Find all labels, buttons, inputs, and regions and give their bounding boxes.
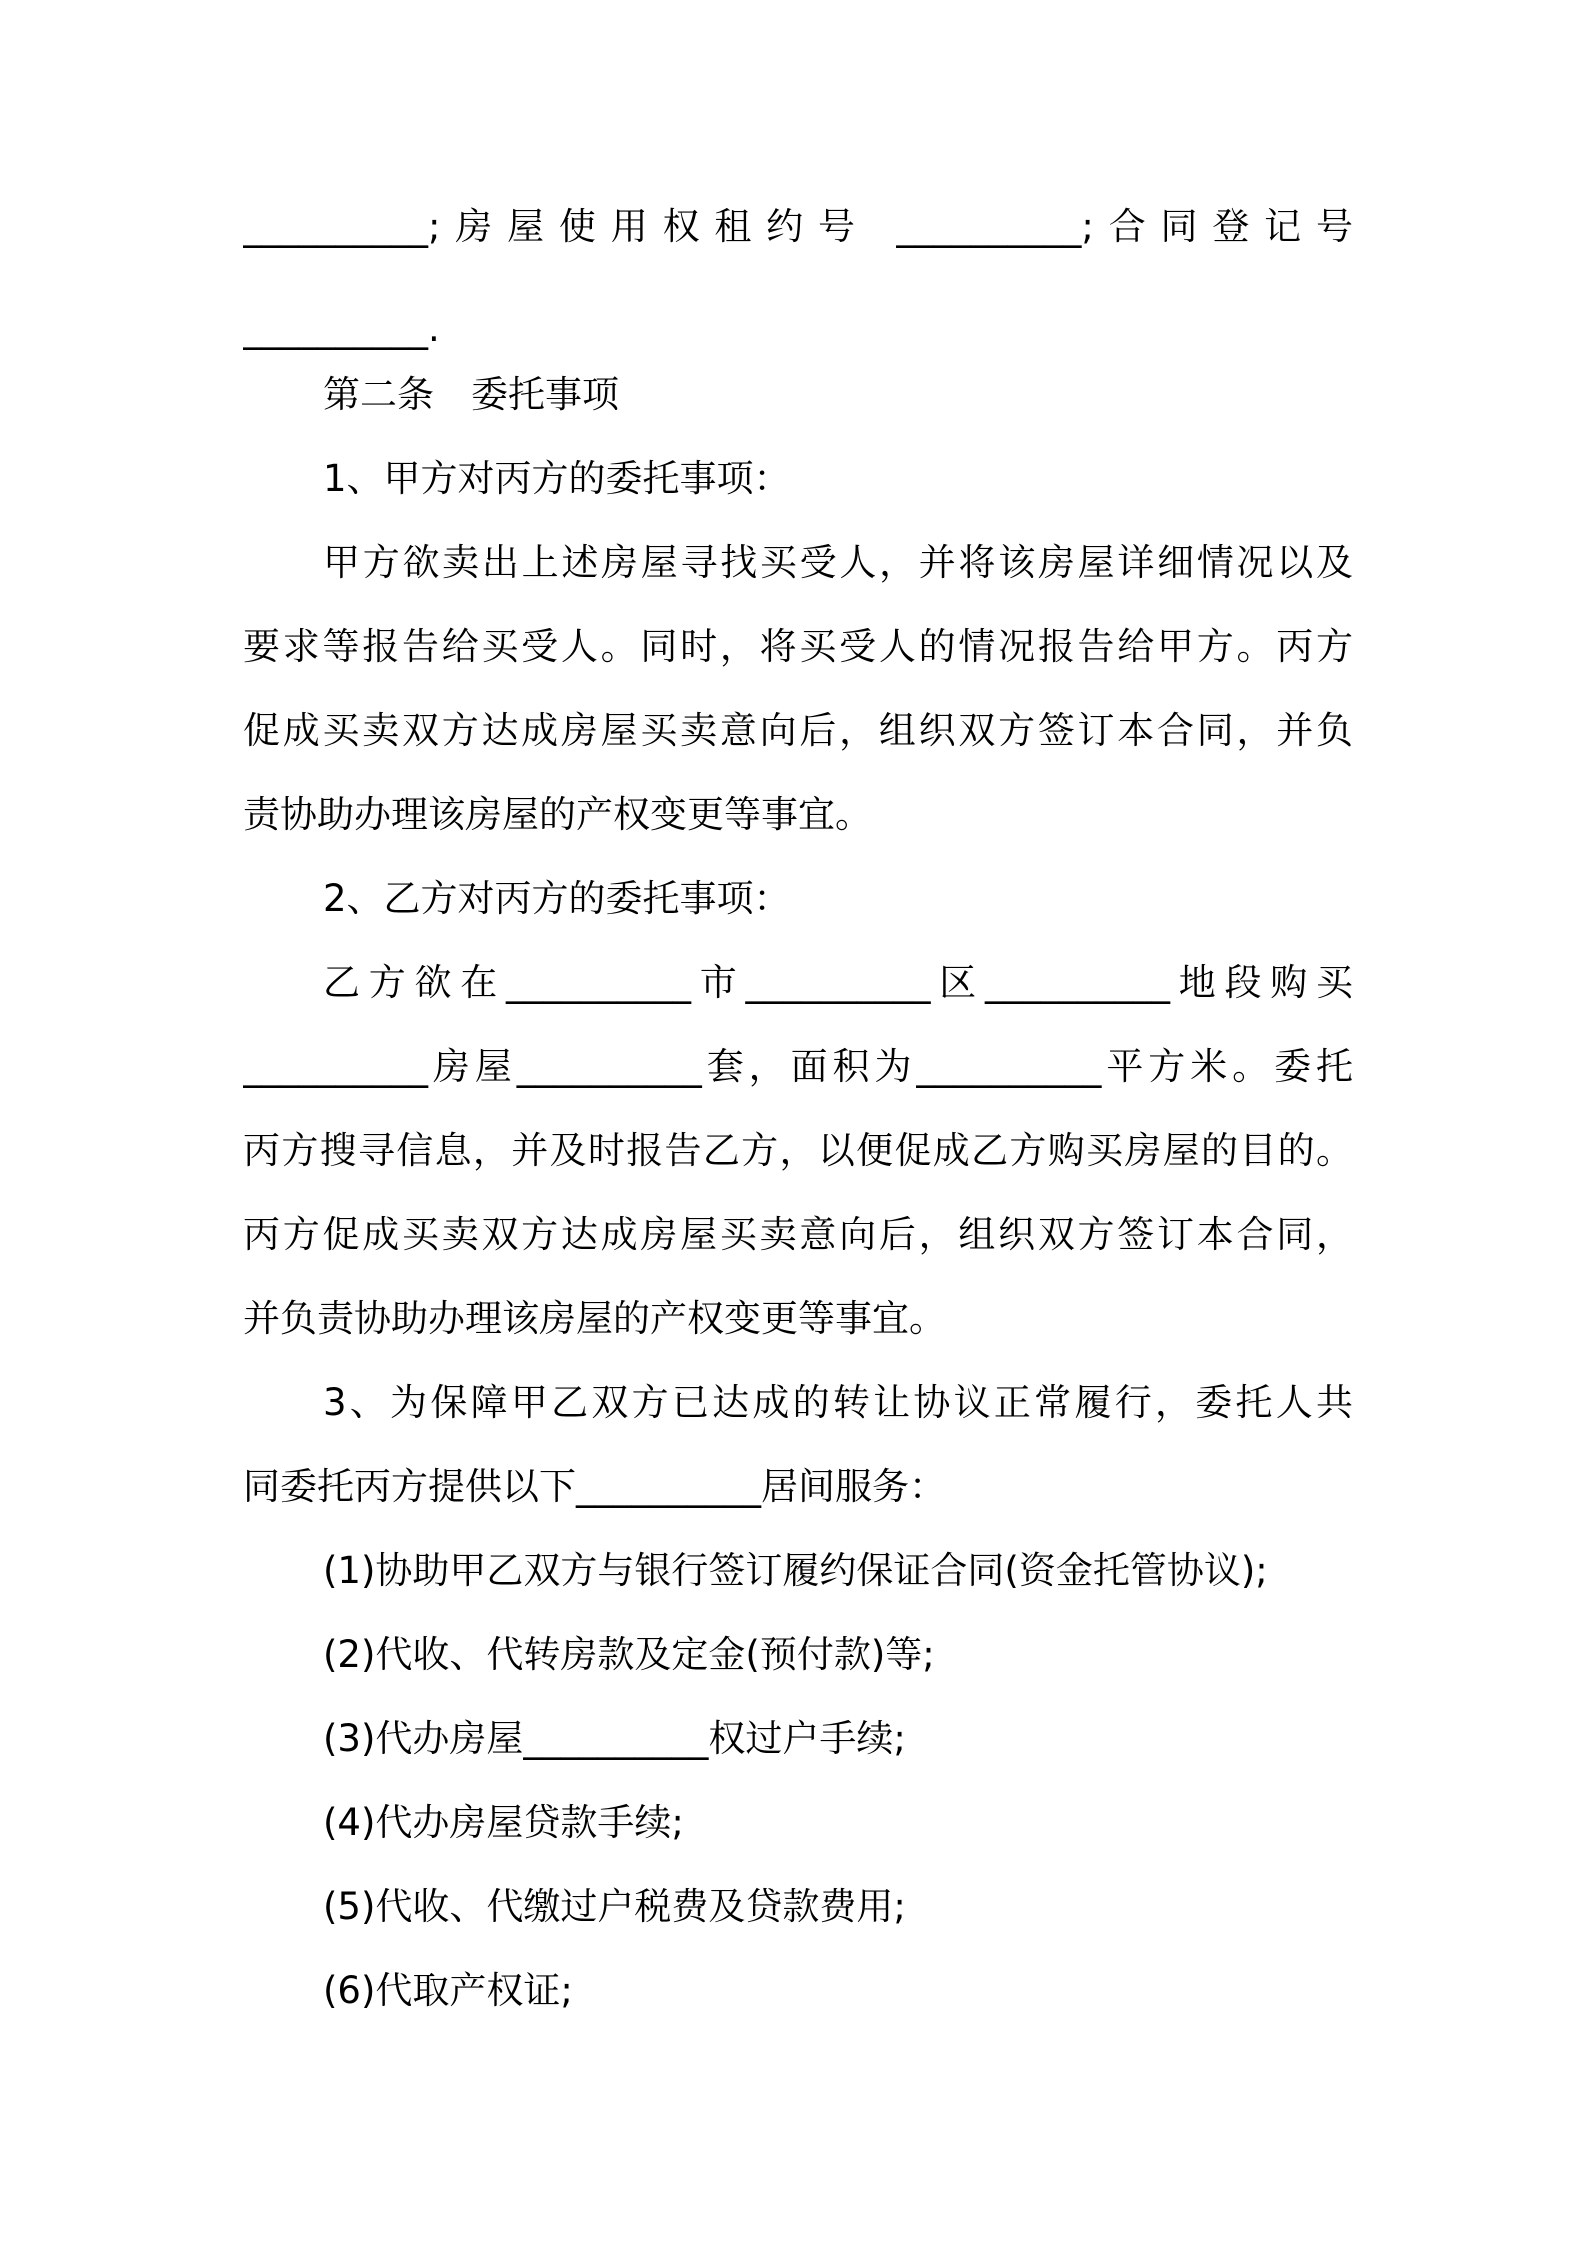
item-2-paragraph-line-4: 丙方促成买卖双方达成房屋买卖意向后，组织双方签订本合同， <box>243 1213 1353 1256</box>
service-item-2: (2)代收、代转房款及定金(预付款)等; <box>323 1633 935 1676</box>
service-item-1: (1)协助甲乙双方与银行签订履约保证合同(资金托管协议); <box>323 1549 1268 1592</box>
item-3-paragraph-line-1: 3、为保障甲乙双方已达成的转让协议正常履行，委托人共 <box>323 1381 1353 1424</box>
service-item-3: (3)代办房屋__________权过户手续; <box>323 1717 906 1760</box>
item-2-paragraph-line-5: 并负责协助办理该房屋的产权变更等事宜。 <box>243 1297 946 1340</box>
service-item-6: (6)代取产权证; <box>323 1969 573 2012</box>
service-item-5: (5)代收、代缴过户税费及贷款费用; <box>323 1885 906 1928</box>
registration-numbers-line: __________;房屋使用权租约号 __________;合同登记号 <box>243 205 1353 248</box>
item-2-paragraph-line-1: 乙方欲在__________市__________区__________地段购买 <box>323 961 1353 1004</box>
article-2-heading: 第二条 委托事项 <box>323 373 619 416</box>
registration-numbers-line-end: __________. <box>243 307 440 350</box>
item-3-paragraph-line-2: 同委托丙方提供以下__________居间服务： <box>243 1465 946 1508</box>
item-2-heading: 2、乙方对丙方的委托事项： <box>323 877 791 920</box>
service-item-4: (4)代办房屋贷款手续; <box>323 1801 684 1844</box>
item-1-paragraph-line-4: 责协助办理该房屋的产权变更等事宜。 <box>243 793 872 836</box>
item-1-paragraph-line-2: 要求等报告给买受人。同时，将买受人的情况报告给甲方。丙方 <box>243 625 1353 668</box>
item-1-heading: 1、甲方对丙方的委托事项： <box>323 457 791 500</box>
item-2-paragraph-line-2: __________房屋__________套，面积为__________平方米。委托 <box>243 1045 1353 1088</box>
item-1-paragraph-line-3: 促成买卖双方达成房屋买卖意向后，组织双方签订本合同，并负 <box>243 709 1353 752</box>
item-1-paragraph-line-1: 甲方欲卖出上述房屋寻找买受人，并将该房屋详细情况以及 <box>323 541 1353 584</box>
item-2-paragraph-line-3: 丙方搜寻信息，并及时报告乙方，以便促成乙方购买房屋的目的。 <box>243 1129 1353 1172</box>
